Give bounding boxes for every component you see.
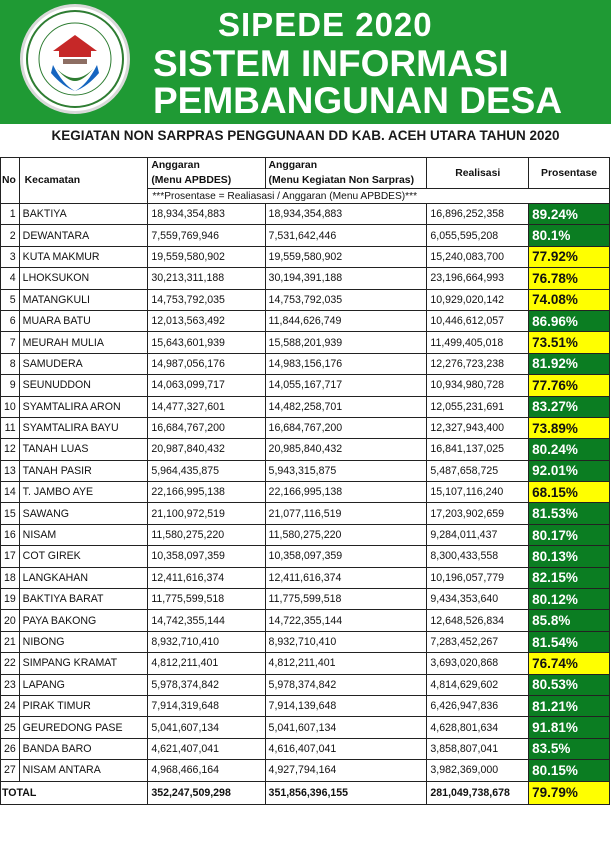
header-realisasi: Realisasi bbox=[427, 158, 529, 189]
prosentase: 68.15% bbox=[529, 482, 610, 503]
anggaran-apbdes: 18,934,354,883 bbox=[148, 204, 265, 225]
prosentase: 80.24% bbox=[529, 439, 610, 460]
row-number: 8 bbox=[1, 353, 20, 374]
anggaran-nonsarpras: 14,983,156,176 bbox=[265, 353, 427, 374]
report-title: KEGIATAN NON SARPRAS PENGGUNAAN DD KAB. ACEH UTARA TAHUN 2020 bbox=[51, 128, 560, 143]
anggaran-apbdes: 16,684,767,200 bbox=[148, 417, 265, 438]
kecamatan-name: SYAMTALIRA BAYU bbox=[19, 417, 148, 438]
header-anggaran-nonsarpras-top: Anggaran bbox=[265, 158, 427, 174]
kecamatan-name: NISAM bbox=[19, 524, 148, 545]
anggaran-apbdes: 4,968,466,164 bbox=[148, 760, 265, 781]
realisasi: 4,814,629,602 bbox=[427, 674, 529, 695]
kecamatan-name: SAWANG bbox=[19, 503, 148, 524]
anggaran-apbdes: 14,753,792,035 bbox=[148, 289, 265, 310]
anggaran-nonsarpras: 19,559,580,902 bbox=[265, 246, 427, 267]
realisasi: 10,196,057,779 bbox=[427, 567, 529, 588]
prosentase: 82.15% bbox=[529, 567, 610, 588]
kecamatan-name: MATANGKULI bbox=[19, 289, 148, 310]
kecamatan-name: NIBONG bbox=[19, 631, 148, 652]
kecamatan-name: BAKTIYA bbox=[19, 204, 148, 225]
realisasi: 12,276,723,238 bbox=[427, 353, 529, 374]
realisasi: 12,327,943,400 bbox=[427, 417, 529, 438]
banner-subtitle-line1: SISTEM INFORMASI bbox=[153, 43, 509, 84]
anggaran-apbdes: 14,742,355,144 bbox=[148, 610, 265, 631]
realisasi: 16,841,137,025 bbox=[427, 439, 529, 460]
anggaran-nonsarpras: 11,844,626,749 bbox=[265, 310, 427, 331]
row-number: 27 bbox=[1, 760, 20, 781]
row-number: 13 bbox=[1, 460, 20, 481]
kecamatan-name: SIMPANG KRAMAT bbox=[19, 653, 148, 674]
total-anggaran-nonsarpras: 351,856,396,155 bbox=[265, 781, 427, 804]
realisasi: 9,434,353,640 bbox=[427, 589, 529, 610]
table-row bbox=[1, 717, 610, 738]
prosentase: 76.74% bbox=[529, 653, 610, 674]
total-label: TOTAL bbox=[1, 781, 148, 804]
anggaran-nonsarpras: 7,531,642,446 bbox=[265, 225, 427, 246]
row-number: 2 bbox=[1, 225, 20, 246]
anggaran-nonsarpras: 14,722,355,144 bbox=[265, 610, 427, 631]
row-number: 19 bbox=[1, 589, 20, 610]
prosentase: 74.08% bbox=[529, 289, 610, 310]
anggaran-apbdes: 22,166,995,138 bbox=[148, 482, 265, 503]
anggaran-nonsarpras: 10,358,097,359 bbox=[265, 546, 427, 567]
anggaran-nonsarpras: 14,753,792,035 bbox=[265, 289, 427, 310]
prosentase: 81.53% bbox=[529, 503, 610, 524]
row-number: 24 bbox=[1, 695, 20, 716]
total-prosentase: 79.79% bbox=[529, 781, 610, 804]
anggaran-nonsarpras: 14,055,167,717 bbox=[265, 375, 427, 396]
anggaran-nonsarpras: 14,482,258,701 bbox=[265, 396, 427, 417]
anggaran-apbdes: 10,358,097,359 bbox=[148, 546, 265, 567]
row-number: 18 bbox=[1, 567, 20, 588]
anggaran-nonsarpras: 16,684,767,200 bbox=[265, 417, 427, 438]
realisasi: 15,240,083,700 bbox=[427, 246, 529, 267]
realisasi: 6,055,595,208 bbox=[427, 225, 529, 246]
anggaran-nonsarpras: 5,041,607,134 bbox=[265, 717, 427, 738]
anggaran-apbdes: 7,914,319,648 bbox=[148, 695, 265, 716]
anggaran-nonsarpras: 8,932,710,410 bbox=[265, 631, 427, 652]
total-row bbox=[1, 781, 610, 804]
banner-title: SIPEDE 2020 bbox=[218, 6, 433, 43]
table-row bbox=[1, 524, 610, 545]
row-number: 26 bbox=[1, 738, 20, 759]
realisasi: 23,196,664,993 bbox=[427, 268, 529, 289]
table-row bbox=[1, 760, 610, 781]
kecamatan-name: LHOKSUKON bbox=[19, 268, 148, 289]
table-row bbox=[1, 610, 610, 631]
table-row bbox=[1, 738, 610, 759]
table-row bbox=[1, 567, 610, 588]
table-row bbox=[1, 268, 610, 289]
header-anggaran-apbdes-top: Anggaran bbox=[148, 158, 265, 174]
total-realisasi: 281,049,738,678 bbox=[427, 781, 529, 804]
table-row bbox=[1, 289, 610, 310]
banner-subtitle-line2: PEMBANGUNAN DESA bbox=[153, 80, 563, 121]
table-row bbox=[1, 439, 610, 460]
table-row bbox=[1, 674, 610, 695]
anggaran-nonsarpras: 11,775,599,518 bbox=[265, 589, 427, 610]
kecamatan-name: MUARA BATU bbox=[19, 310, 148, 331]
kecamatan-name: MEURAH MULIA bbox=[19, 332, 148, 353]
realisasi: 3,982,369,000 bbox=[427, 760, 529, 781]
table-row bbox=[1, 225, 610, 246]
realisasi: 6,426,947,836 bbox=[427, 695, 529, 716]
prosentase: 76.78% bbox=[529, 268, 610, 289]
kecamatan-name: BAKTIYA BARAT bbox=[19, 589, 148, 610]
kecamatan-name: SYAMTALIRA ARON bbox=[19, 396, 148, 417]
realisasi: 12,055,231,691 bbox=[427, 396, 529, 417]
anggaran-apbdes: 5,964,435,875 bbox=[148, 460, 265, 481]
table-row bbox=[1, 460, 610, 481]
row-number: 1 bbox=[1, 204, 20, 225]
prosentase: 80.15% bbox=[529, 760, 610, 781]
kecamatan-name: PAYA BAKONG bbox=[19, 610, 148, 631]
realisasi: 7,283,452,267 bbox=[427, 631, 529, 652]
header-kecamatan: Kecamatan bbox=[19, 158, 148, 204]
anggaran-apbdes: 11,775,599,518 bbox=[148, 589, 265, 610]
row-number: 7 bbox=[1, 332, 20, 353]
header-anggaran-apbdes-bottom: (Menu APBDES) bbox=[148, 173, 265, 189]
row-number: 16 bbox=[1, 524, 20, 545]
table-row bbox=[1, 631, 610, 652]
kecamatan-name: DEWANTARA bbox=[19, 225, 148, 246]
table-row bbox=[1, 417, 610, 438]
anggaran-nonsarpras: 30,194,391,188 bbox=[265, 268, 427, 289]
table-row bbox=[1, 310, 610, 331]
realisasi: 3,858,807,041 bbox=[427, 738, 529, 759]
prosentase: 91.81% bbox=[529, 717, 610, 738]
table-row bbox=[1, 396, 610, 417]
header-prosentase: Prosentase bbox=[529, 158, 610, 189]
ministry-logo-icon bbox=[20, 4, 130, 114]
realisasi: 15,107,116,240 bbox=[427, 482, 529, 503]
prosentase: 80.1% bbox=[529, 225, 610, 246]
table-row bbox=[1, 246, 610, 267]
anggaran-nonsarpras: 12,411,616,374 bbox=[265, 567, 427, 588]
anggaran-nonsarpras: 11,580,275,220 bbox=[265, 524, 427, 545]
anggaran-apbdes: 14,477,327,601 bbox=[148, 396, 265, 417]
header-anggaran-nonsarpras-bottom: (Menu Kegiatan Non Sarpras) bbox=[265, 173, 427, 189]
kecamatan-name: BANDA BARO bbox=[19, 738, 148, 759]
row-number: 12 bbox=[1, 439, 20, 460]
table-row bbox=[1, 589, 610, 610]
anggaran-nonsarpras: 20,985,840,432 bbox=[265, 439, 427, 460]
anggaran-apbdes: 15,643,601,939 bbox=[148, 332, 265, 353]
prosentase: 73.89% bbox=[529, 417, 610, 438]
anggaran-nonsarpras: 4,616,407,041 bbox=[265, 738, 427, 759]
anggaran-apbdes: 4,621,407,041 bbox=[148, 738, 265, 759]
anggaran-apbdes: 12,013,563,492 bbox=[148, 310, 265, 331]
prosentase: 80.12% bbox=[529, 589, 610, 610]
table-row bbox=[1, 695, 610, 716]
realisasi: 10,934,980,728 bbox=[427, 375, 529, 396]
realisasi: 4,628,801,634 bbox=[427, 717, 529, 738]
anggaran-apbdes: 5,041,607,134 bbox=[148, 717, 265, 738]
row-number: 3 bbox=[1, 246, 20, 267]
anggaran-nonsarpras: 5,943,315,875 bbox=[265, 460, 427, 481]
row-number: 20 bbox=[1, 610, 20, 631]
anggaran-apbdes: 21,100,972,519 bbox=[148, 503, 265, 524]
prosentase: 80.17% bbox=[529, 524, 610, 545]
row-number: 23 bbox=[1, 674, 20, 695]
row-number: 14 bbox=[1, 482, 20, 503]
prosentase: 83.27% bbox=[529, 396, 610, 417]
row-number: 11 bbox=[1, 417, 20, 438]
prosentase: 80.13% bbox=[529, 546, 610, 567]
kecamatan-name: SAMUDERA bbox=[19, 353, 148, 374]
prosentase: 81.54% bbox=[529, 631, 610, 652]
row-number: 5 bbox=[1, 289, 20, 310]
realisasi: 10,929,020,142 bbox=[427, 289, 529, 310]
prosentase: 89.24% bbox=[529, 204, 610, 225]
table-row bbox=[1, 546, 610, 567]
prosentase: 83.5% bbox=[529, 738, 610, 759]
anggaran-nonsarpras: 21,077,116,519 bbox=[265, 503, 427, 524]
realisasi: 10,446,612,057 bbox=[427, 310, 529, 331]
realisasi: 9,284,011,437 bbox=[427, 524, 529, 545]
anggaran-apbdes: 20,987,840,432 bbox=[148, 439, 265, 460]
row-number: 25 bbox=[1, 717, 20, 738]
header-no: No bbox=[1, 158, 20, 204]
table-row bbox=[1, 332, 610, 353]
table-row bbox=[1, 653, 610, 674]
anggaran-nonsarpras: 18,934,354,883 bbox=[265, 204, 427, 225]
anggaran-apbdes: 5,978,374,842 bbox=[148, 674, 265, 695]
realisasi: 17,203,902,659 bbox=[427, 503, 529, 524]
row-number: 10 bbox=[1, 396, 20, 417]
header-banner bbox=[0, 0, 611, 124]
anggaran-nonsarpras: 4,812,211,401 bbox=[265, 653, 427, 674]
realisasi: 3,693,020,868 bbox=[427, 653, 529, 674]
kecamatan-name: TANAH PASIR bbox=[19, 460, 148, 481]
anggaran-apbdes: 7,559,769,946 bbox=[148, 225, 265, 246]
row-number: 4 bbox=[1, 268, 20, 289]
table-row bbox=[1, 375, 610, 396]
anggaran-apbdes: 19,559,580,902 bbox=[148, 246, 265, 267]
anggaran-apbdes: 14,063,099,717 bbox=[148, 375, 265, 396]
kecamatan-name: T. JAMBO AYE bbox=[19, 482, 148, 503]
kecamatan-name: SEUNUDDON bbox=[19, 375, 148, 396]
table-row bbox=[1, 353, 610, 374]
anggaran-apbdes: 14,987,056,176 bbox=[148, 353, 265, 374]
prosentase: 73.51% bbox=[529, 332, 610, 353]
anggaran-apbdes: 8,932,710,410 bbox=[148, 631, 265, 652]
kecamatan-name: COT GIREK bbox=[19, 546, 148, 567]
anggaran-nonsarpras: 7,914,139,648 bbox=[265, 695, 427, 716]
total-anggaran-apbdes: 352,247,509,298 bbox=[148, 781, 265, 804]
table-row bbox=[1, 482, 610, 503]
kecamatan-name: PIRAK TIMUR bbox=[19, 695, 148, 716]
report-table bbox=[0, 157, 610, 805]
kecamatan-name: KUTA MAKMUR bbox=[19, 246, 148, 267]
kecamatan-name: NISAM ANTARA bbox=[19, 760, 148, 781]
formula-note: ***Prosentase = Realiasasi / Anggaran (Menu APBDES)*** bbox=[148, 189, 610, 204]
prosentase: 92.01% bbox=[529, 460, 610, 481]
prosentase: 77.92% bbox=[529, 246, 610, 267]
prosentase: 81.92% bbox=[529, 353, 610, 374]
prosentase: 85.8% bbox=[529, 610, 610, 631]
realisasi: 11,499,405,018 bbox=[427, 332, 529, 353]
anggaran-nonsarpras: 15,588,201,939 bbox=[265, 332, 427, 353]
row-number: 21 bbox=[1, 631, 20, 652]
row-number: 9 bbox=[1, 375, 20, 396]
realisasi: 5,487,658,725 bbox=[427, 460, 529, 481]
kecamatan-name: LANGKAHAN bbox=[19, 567, 148, 588]
anggaran-apbdes: 4,812,211,401 bbox=[148, 653, 265, 674]
prosentase: 86.96% bbox=[529, 310, 610, 331]
table-row bbox=[1, 204, 610, 225]
realisasi: 12,648,526,834 bbox=[427, 610, 529, 631]
kecamatan-name: LAPANG bbox=[19, 674, 148, 695]
kecamatan-name: GEUREDONG PASE bbox=[19, 717, 148, 738]
table-row bbox=[1, 503, 610, 524]
anggaran-apbdes: 12,411,616,374 bbox=[148, 567, 265, 588]
prosentase: 77.76% bbox=[529, 375, 610, 396]
anggaran-nonsarpras: 5,978,374,842 bbox=[265, 674, 427, 695]
anggaran-nonsarpras: 4,927,794,164 bbox=[265, 760, 427, 781]
prosentase: 80.53% bbox=[529, 674, 610, 695]
anggaran-apbdes: 30,213,311,188 bbox=[148, 268, 265, 289]
realisasi: 16,896,252,358 bbox=[427, 204, 529, 225]
kecamatan-name: TANAH LUAS bbox=[19, 439, 148, 460]
row-number: 15 bbox=[1, 503, 20, 524]
row-number: 17 bbox=[1, 546, 20, 567]
anggaran-nonsarpras: 22,166,995,138 bbox=[265, 482, 427, 503]
row-number: 6 bbox=[1, 310, 20, 331]
anggaran-apbdes: 11,580,275,220 bbox=[148, 524, 265, 545]
prosentase: 81.21% bbox=[529, 695, 610, 716]
row-number: 22 bbox=[1, 653, 20, 674]
realisasi: 8,300,433,558 bbox=[427, 546, 529, 567]
